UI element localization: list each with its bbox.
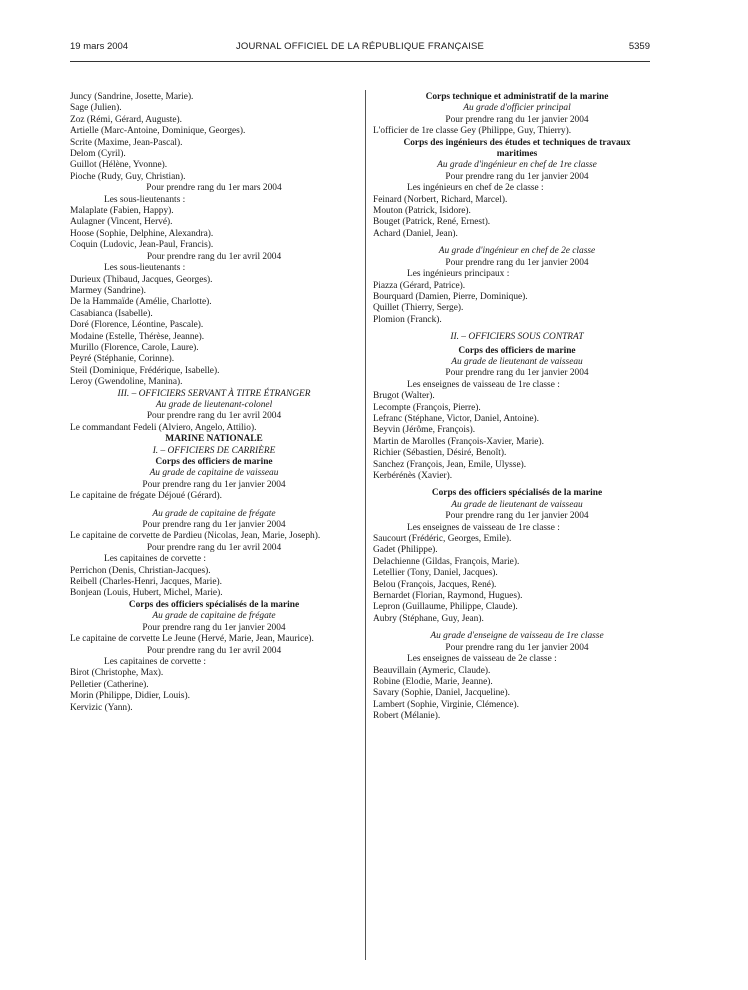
name-entry: Artielle (Marc-Antoine, Dominique, Georges). xyxy=(70,126,246,137)
list-intro: Les capitaines de corvette : xyxy=(104,554,207,565)
right-column xyxy=(373,92,661,723)
name-entry: Sage (Julien). xyxy=(70,103,122,114)
name-entry: Coquin (Ludovic, Jean-Paul, Francis). xyxy=(70,240,214,251)
grade-heading: Au grade de lieutenant-colonel xyxy=(155,399,273,410)
corps-heading: Corps des officiers de marine xyxy=(458,345,576,356)
name-entry: Achard (Daniel, Jean). xyxy=(373,228,458,239)
grade-heading: Au grade de lieutenant de vaisseau xyxy=(451,356,583,367)
rang-heading: Pour prendre rang du 1er avril 2004 xyxy=(146,645,282,656)
name-entry: Leroy (Gwendoline, Manina). xyxy=(70,377,183,388)
name-entry: Pelletier (Catherine). xyxy=(70,679,149,690)
name-entry: Sanchez (François, Jean, Emile, Ulysse). xyxy=(373,459,527,470)
rang-heading: Pour prendre rang du 1er janvier 2004 xyxy=(445,257,589,268)
name-entry: Bernardet (Florian, Raymond, Hugues). xyxy=(373,591,523,602)
name-entry: Juncy (Sandrine, Josette, Marie). xyxy=(70,92,194,102)
name-entry: Delachienne (Gildas, François, Marie). xyxy=(373,556,520,567)
rang-heading: Pour prendre rang du 1er avril 2004 xyxy=(146,251,282,262)
name-entry: Kervizic (Yann). xyxy=(70,702,133,713)
name-entry: Lepron (Guillaume, Philippe, Claude). xyxy=(373,602,518,613)
list-intro: Les enseignes de vaisseau de 1re classe : xyxy=(407,379,560,390)
name-entry: Beyvin (Jérôme, François). xyxy=(373,425,476,436)
rang-heading: Pour prendre rang du 1er janvier 2004 xyxy=(445,511,589,522)
section-heading: I. – OFFICIERS DE CARRIÈRE xyxy=(152,445,276,456)
rang-heading: Pour prendre rang du 1er janvier 2004 xyxy=(445,368,589,379)
rang-heading: Pour prendre rang du 1er avril 2004 xyxy=(146,411,282,422)
grade-heading: Au grade d'officier principal xyxy=(463,103,571,114)
name-entry: De la Hammaïde (Amélie, Charlotte). xyxy=(70,297,212,308)
grade-heading: Au grade de capitaine de vaisseau xyxy=(149,468,279,479)
name-entry: Saucourt (Frédéric, Georges, Emile). xyxy=(373,534,512,545)
name-entry: Gadet (Philippe). xyxy=(373,545,438,556)
name-entry: Bonjean (Louis, Hubert, Michel, Marie). xyxy=(70,588,223,599)
name-entry: Scrite (Maxime, Jean-Pascal). xyxy=(70,137,183,148)
rang-heading: Pour prendre rang du 1er janvier 2004 xyxy=(142,479,286,490)
page-header xyxy=(70,41,650,55)
corps-heading: Corps des officiers spécialisés de la marine xyxy=(431,488,603,499)
name-entry: Plomion (Franck). xyxy=(373,314,442,325)
section-heading: III. – OFFICIERS SERVANT À TITRE ÉTRANGER xyxy=(117,388,311,399)
name-list xyxy=(373,666,661,723)
name-list xyxy=(70,566,358,600)
name-entry: Richier (Sébastien, Désiré, Benoît). xyxy=(373,448,507,459)
rang-heading: Pour prendre rang du 1er janvier 2004 xyxy=(445,114,589,125)
column-divider xyxy=(365,90,366,960)
name-entry: Bourquard (Damien, Pierre, Dominique). xyxy=(373,291,528,302)
name-entry: Delom (Cyril). xyxy=(70,149,126,160)
corps-heading: Corps des ingénieurs des études et techniques de travaux maritimes xyxy=(403,137,631,160)
section-heading: II. – OFFICIERS SOUS CONTRAT xyxy=(450,332,584,343)
corps-heading: Corps des officiers spécialisés de la marine xyxy=(128,599,300,610)
rang-heading: Pour prendre rang du 1er janvier 2004 xyxy=(142,622,286,633)
name-list xyxy=(373,195,661,241)
list-intro: Les capitaines de corvette : xyxy=(104,656,207,667)
header-rule xyxy=(70,61,650,62)
name-list xyxy=(70,92,358,183)
list-intro: Les enseignes de vaisseau de 1re classe : xyxy=(407,522,560,533)
name-entry: Aulagner (Vincent, Hervé). xyxy=(70,217,173,228)
name-entry: Durieux (Thibaud, Jacques, Georges). xyxy=(70,274,213,285)
rang-heading: Pour prendre rang du 1er avril 2004 xyxy=(146,542,282,553)
name-entry: Birot (Christophe, Max). xyxy=(70,668,164,679)
grade-heading: Au grade de capitaine de frégate xyxy=(152,508,276,519)
nomination-entry: Le commandant Fedeli (Alviero, Angelo, Attilio). xyxy=(70,422,257,433)
grade-heading: Au grade d'ingénieur en chef de 1re classe xyxy=(437,160,597,171)
name-entry: Lefranc (Stéphane, Victor, Daniel, Antoine). xyxy=(373,413,540,424)
corps-heading: Corps des officiers de marine xyxy=(155,457,273,467)
name-entry: Kerbérénès (Xavier). xyxy=(373,471,453,481)
name-entry: Hoose (Sophie, Delphine, Alexandra). xyxy=(70,228,214,239)
name-entry: Doré (Florence, Léontine, Pascale). xyxy=(70,320,204,331)
name-entry: Murillo (Florence, Carole, Laure). xyxy=(70,342,199,353)
name-entry: Piazza (Gérard, Patrice). xyxy=(373,280,466,291)
name-entry: Lecompte (François, Pierre). xyxy=(373,402,481,413)
name-entry: Morin (Philippe, Didier, Louis). xyxy=(70,691,190,702)
name-list xyxy=(373,534,661,625)
name-entry: Robine (Elodie, Marie, Jeanne). xyxy=(373,676,493,687)
name-entry: Steil (Dominique, Frédérique, Isabelle). xyxy=(70,365,220,376)
journal-title: JOURNAL OFFICIEL DE LA RÉPUBLIQUE FRANÇAISE xyxy=(235,41,485,52)
name-list xyxy=(70,206,358,252)
rang-heading: Pour prendre rang du 1er mars 2004 xyxy=(146,183,282,194)
name-entry: Zoz (Rémi, Gérard, Auguste). xyxy=(70,114,182,125)
name-entry: Savary (Sophie, Daniel, Jacqueline). xyxy=(373,688,510,699)
name-entry: Casabianca (Isabelle). xyxy=(70,308,153,319)
ministry-heading: MARINE NATIONALE xyxy=(165,434,263,445)
list-intro: Les ingénieurs en chef de 2e classe : xyxy=(407,183,544,194)
name-list xyxy=(373,391,661,482)
name-entry: Robert (Mélanie). xyxy=(373,711,441,722)
name-entry: Mouton (Patrick, Isidore). xyxy=(373,206,471,217)
name-entry: Beauvillain (Aymeric, Claude). xyxy=(373,665,491,676)
name-list xyxy=(373,281,661,327)
rang-heading: Pour prendre rang du 1er janvier 2004 xyxy=(445,171,589,182)
page-number: 5359 xyxy=(628,41,650,52)
issue-date: 19 mars 2004 xyxy=(70,41,129,52)
nomination-entry: Le capitaine de corvette Le Jeune (Hervé, Marie, Jean, Maurice). xyxy=(70,634,314,645)
left-column xyxy=(70,92,358,714)
rang-heading: Pour prendre rang du 1er janvier 2004 xyxy=(445,642,589,653)
list-intro: Les enseignes de vaisseau de 2e classe : xyxy=(407,654,557,665)
grade-heading: Au grade d'ingénieur en chef de 2e classe xyxy=(438,246,596,257)
name-entry: Marmey (Sandrine). xyxy=(70,285,147,296)
grade-heading: Au grade de lieutenant de vaisseau xyxy=(451,499,583,510)
corps-heading: Corps technique et administratif de la marine xyxy=(425,92,609,102)
name-entry: Malaplate (Fabien, Happy). xyxy=(70,206,174,217)
list-intro: Les sous-lieutenants : xyxy=(104,194,186,205)
rang-heading: Pour prendre rang du 1er janvier 2004 xyxy=(142,520,286,531)
list-intro: Les ingénieurs principaux : xyxy=(407,269,510,280)
name-entry: Aubry (Stéphane, Guy, Jean). xyxy=(373,613,484,624)
grade-heading: Au grade de capitaine de frégate xyxy=(152,611,276,622)
grade-heading: Au grade d'enseigne de vaisseau de 1re classe xyxy=(430,631,604,642)
name-list xyxy=(70,275,358,389)
name-entry: Lambert (Sophie, Virginie, Clémence). xyxy=(373,699,519,710)
name-entry: Feinard (Norbert, Richard, Marcel). xyxy=(373,194,508,205)
name-entry: Pioche (Rudy, Guy, Christian). xyxy=(70,171,186,182)
name-list xyxy=(70,668,358,714)
list-intro: Les sous-lieutenants : xyxy=(104,263,186,274)
name-entry: Quillet (Thierry, Serge). xyxy=(373,303,464,314)
name-entry: Modaine (Estelle, Thérèse, Jeanne). xyxy=(70,331,205,342)
name-entry: Bouget (Patrick, René, Ernest). xyxy=(373,217,491,228)
name-entry: Letellier (Tony, Daniel, Jacques). xyxy=(373,568,498,579)
name-entry: Reibell (Charles-Henri, Jacques, Marie). xyxy=(70,577,223,588)
nomination-entry: Le capitaine de frégate Déjoué (Gérard). xyxy=(70,491,222,502)
name-entry: Brugot (Walter). xyxy=(373,391,435,402)
name-entry: Martin de Marolles (François-Xavier, Marie). xyxy=(373,436,544,447)
name-entry: Belou (François, Jacques, René). xyxy=(373,579,497,590)
nomination-entry: L'officier de 1re classe Gey (Philippe, Guy, Thierry). xyxy=(373,126,572,137)
name-entry: Perrichon (Denis, Christian-Jacques). xyxy=(70,565,211,576)
nomination-entry: Le capitaine de corvette de Pardieu (Nicolas, Jean, Marie, Joseph). xyxy=(70,531,321,542)
name-entry: Peyré (Stéphanie, Corinne). xyxy=(70,354,175,365)
name-entry: Guillot (Hélène, Yvonne). xyxy=(70,160,168,171)
